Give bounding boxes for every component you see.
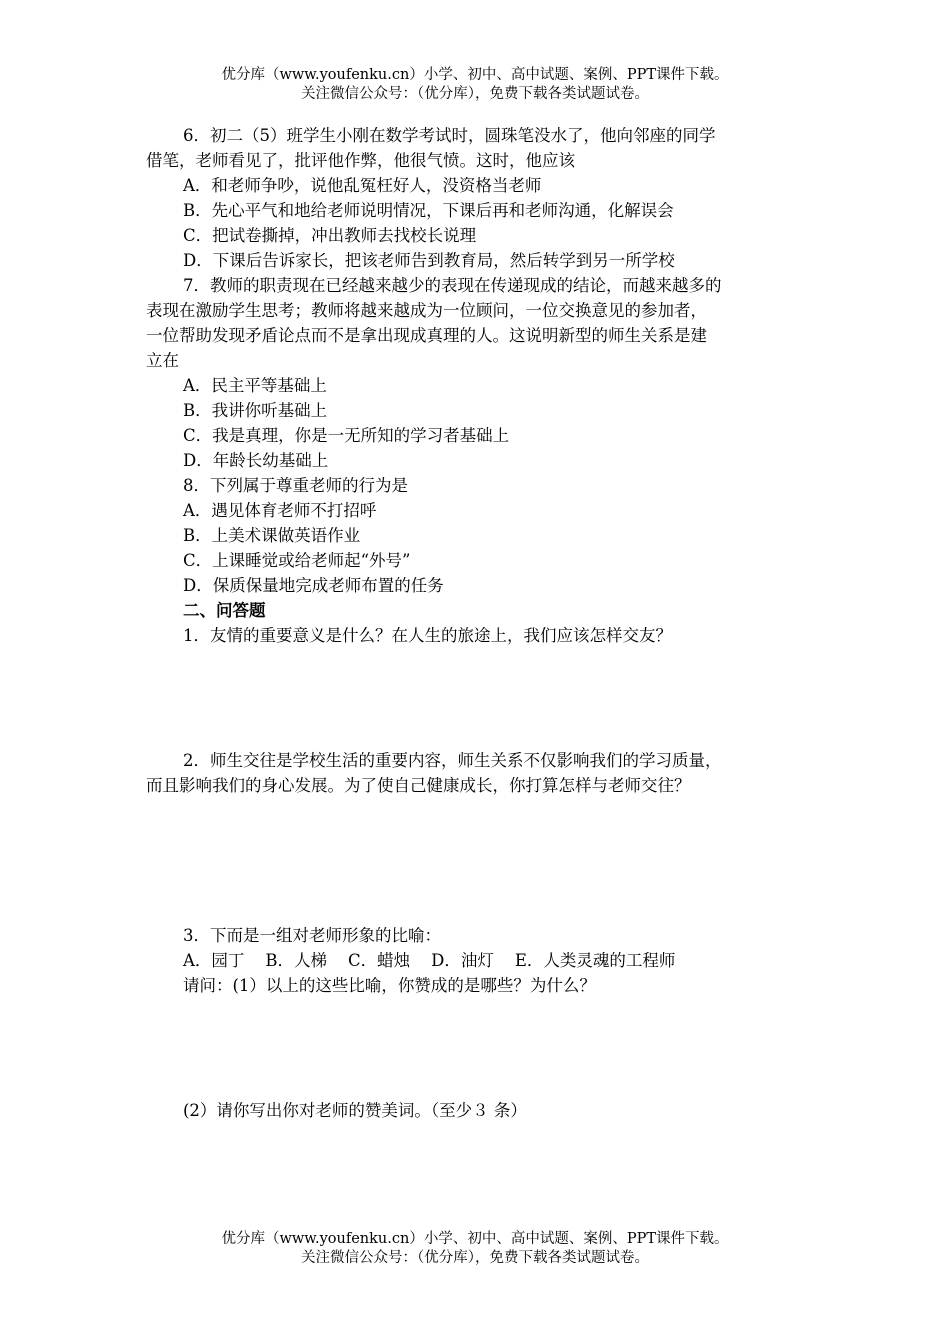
essay-question-3-stem: 3．下而是一组对老师形象的比喻： (183, 926, 441, 945)
q7-option-b: B．我讲你听基础上 (183, 401, 328, 420)
q7-stem-line-4: 立在 (146, 351, 179, 370)
q7-option-a: A．民主平等基础上 (183, 376, 327, 395)
answer-space-1 (146, 648, 806, 748)
section-2 (146, 598, 806, 1123)
essay-question-3-options: A．园丁 B．人梯 C．蜡烛 D．油灯 E．人类灵魂的工程师 (183, 951, 676, 970)
q7-option-c: C．我是真理，你是一无所知的学习者基础上 (183, 426, 510, 445)
section-2-title: 二、问答题 (183, 601, 266, 620)
q6-option-c: C．把试卷撕掉，冲出教师去找校长说理 (183, 226, 477, 245)
q8-option-c: C．上课睡觉或给老师起“外号” (183, 551, 411, 570)
answer-space-2 (146, 798, 806, 923)
essay-question-2-line-1: 2．师生交往是学校生活的重要内容，师生关系不仅影响我们的学习质量， (183, 751, 722, 770)
footer-line-2: 关注微信公众号：（优分库），免费下载各类试题试卷。 (301, 1250, 649, 1266)
essay-question-2-line-2: 而且影响我们的身心发展。为了使自己健康成长，你打算怎样与老师交往？ (146, 776, 691, 795)
page-header (0, 66, 950, 104)
q6-option-d: D．下课后告诉家长，把该老师告到教育局，然后转学到另一所学校 (183, 251, 675, 270)
essay-question-1: 1．友情的重要意义是什么？在人生的旅途上，我们应该怎样交友？ (183, 626, 672, 645)
q7-stem-line-3: 一位帮助发现矛盾论点而不是拿出现成真理的人。这说明新型的师生关系是建 (146, 326, 707, 345)
q7-stem-line-1: 7．教师的职责现在已经越来越少的表现在传递现成的结论，而越来越多的 (183, 276, 722, 295)
q6-option-a: A．和老师争吵，说他乱冤枉好人，没资格当老师 (183, 176, 542, 195)
answer-space-3 (146, 998, 806, 1098)
header-line-2: 关注微信公众号：（优分库），免费下载各类试题试卷。 (301, 86, 649, 102)
question-7 (146, 273, 806, 473)
document-body (146, 123, 806, 1123)
q8-option-d: D．保质保量地完成老师布置的任务 (183, 576, 444, 595)
q8-option-a: A．遇见体育老师不打招呼 (183, 501, 377, 520)
q6-option-b: B．先心平气和地给老师说明情况，下课后再和老师沟通，化解误会 (183, 201, 674, 220)
footer-line-1: 优分库（www.youfenku.cn）小学、初中、高中试题、案例、PPT课件下载。 (221, 1231, 729, 1247)
q8-option-b: B．上美术课做英语作业 (183, 526, 361, 545)
question-8 (146, 473, 806, 598)
page-footer (0, 1230, 950, 1268)
header-line-1: 优分库（www.youfenku.cn）小学、初中、高中试题、案例、PPT课件下载。 (221, 67, 729, 83)
essay-question-3-sub-1: 请问：(1）以上的这些比喻，你赞成的是哪些？为什么？ (183, 976, 596, 995)
q6-stem-line-1: 6．初二（5）班学生小刚在数学考试时，圆珠笔没水了，他向邻座的同学 (183, 126, 716, 145)
q7-stem-line-2: 表现在激励学生思考；教师将越来越成为一位顾问，一位交换意见的参加者， (146, 301, 707, 320)
q6-stem-line-2: 借笔，老师看见了，批评他作弊，他很气愤。这时，他应该 (146, 151, 575, 170)
question-6 (146, 123, 806, 273)
essay-question-3-sub-2: (2）请你写出你对老师的赞美词。（至少３ 条） (183, 1101, 527, 1120)
q7-option-d: D．年龄长幼基础上 (183, 451, 329, 470)
q8-stem: 8．下列属于尊重老师的行为是 (183, 476, 408, 495)
